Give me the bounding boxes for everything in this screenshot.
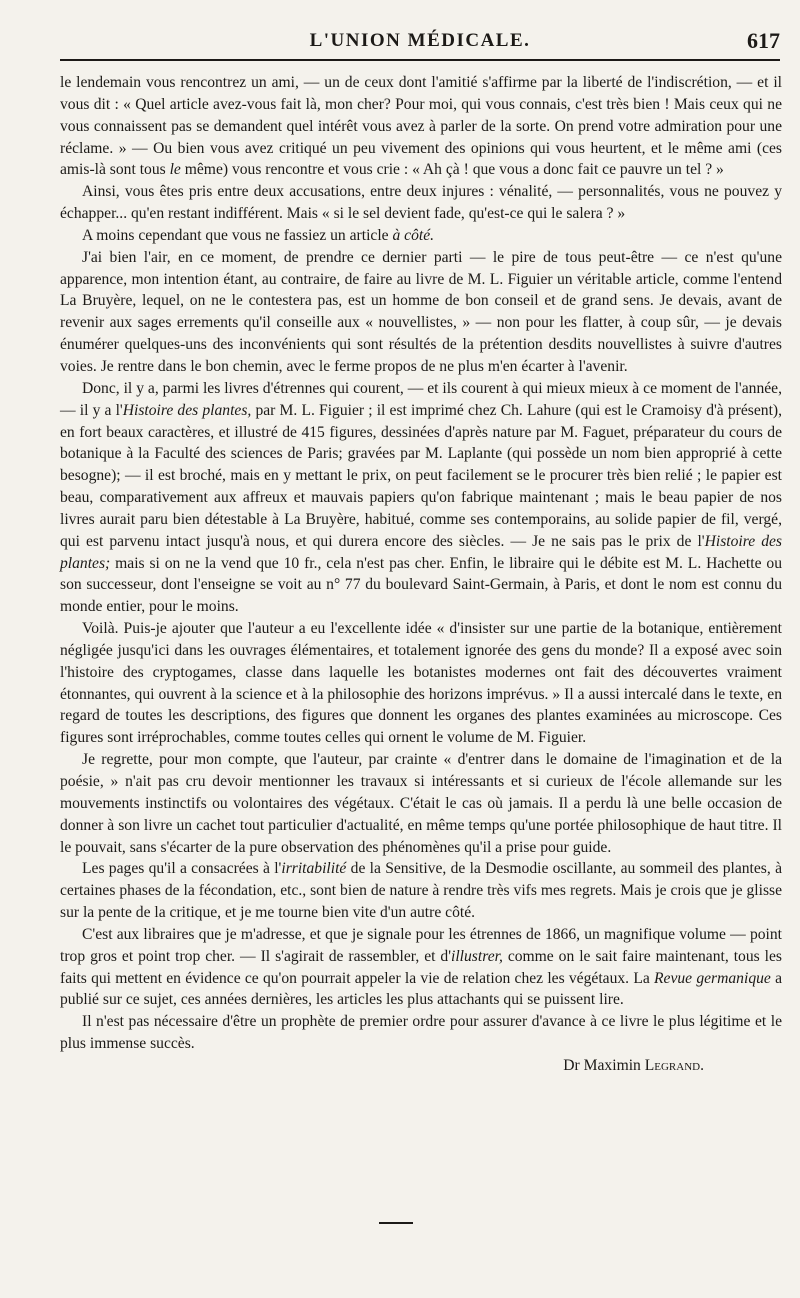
paragraph-continuation [60,72,782,181]
text-run: Histoire des plantes, [122,401,252,419]
text-run: C'est aux libraires que je m'adresse, et que je signale pour les étrennes de 1866, un magnifique volume — point trop gros et point trop cher. — Il s'agirait de rassembler, et d' [60,925,782,965]
text-run: Je regrette, pour mon compte, que l'auteur, par crainte « d'entrer dans le domaine de l'imagination et de la poésie, » n'ait pas cru devoir mentionner les travaux si intéressants et si curieux de l'école allemande sur les mouvements instinctifs ou volontaires des végétaux. C'était le cas où jamais. Il a perdu là une belle occasion de donner à son livre un cachet tout particulier d'actualité, en même temps qu'une portée philosophique de haut titre. Il le pouvait, sans s'écarter de la pure observation des phénomènes qu'il a prise pour guide. [60,751,782,856]
text-run: . [700,1056,704,1074]
text-run: illustrer, [451,947,503,965]
running-title: L'UNION MÉDICALE. [309,30,531,51]
text-run: le lendemain vous rencontrez un ami, — un de ceux dont l'amitié s'affirme par la liberté de l'indiscrétion, — et il vous dit : « Quel article avez-vous fait là, mon cher? Pour moi, qui vous connais, c'est très bien ! Mais ceux qui ne vous connaissent pas se demandent quel intérêt vous avez à parler de la sorte. On prend votre admiration pour une réclame. » — Ou bien vous avez critiqué un peu vivement des opinions qui vous heurtent, et le même ami (ces amis-là sont tous [60,74,782,179]
text-run: irritabilité [281,860,347,878]
text-run: Voilà. Puis-je ajouter que l'auteur a eu l'excellente idée « d'insister sur une partie de la botanique, entièrement négligée jusqu'ici dans les ouvrages élémentaires, et totalement ignorée des gens du monde? Il a exposé avec soin l'histoire des cryptogames, classe dans laquelle les botanistes modernes ont fait des découvertes vraiment étonnantes, qui ouvrent à la science et à la philosophie des horizons imprévus. » Il a aussi intercalé dans le texte, en regard de toutes les descriptions, des figures que donnent les organes des plantes examinées au microscope. Ces figures sont irréprochables, comme toutes celles qui ornent le volume de M. Figuier. [60,620,782,747]
text-run: J'ai bien l'air, en ce moment, de prendre ce dernier parti — le pire de tous peut-être — ce n'est qu'une apparence, mon intention étant, au contraire, de faire au livre de M. L. Figuier un véritable article, comme l'entend La Bruyère, lequel, on ne le contestera pas, est un homme de bon conseil et de grand sens. Je devais, avant de revenir aux sages errements qu'il conseille aux « nouvellistes, » — non pour les flatter, à coup sûr, — je devais énumérer quelques-uns des inconvénients qui sont résultés de la prétention desdits nouvellistes à suivre d'autres voies. Je rentre dans le bon chemin, avec le ferme propos de ne plus m'en écarter à l'avenir. [60,248,782,375]
text-run: Les pages qu'il a consacrées à l' [82,860,282,878]
header-rule [60,59,780,61]
paragraph-les-pages [60,858,782,924]
text-run: de la Sensitive, de la Desmodie oscillante, au sommeil des plantes, à certaines phases de la fécondation, etc., sont bien de nature à rendre très vifs mes regrets. Mais je crois que je glisse sur la pente de la critique, et je me tourne bien vite d'un autre côté. [60,860,782,922]
text-run: A moins cependant que vous ne fassiez un article [82,226,393,244]
text-run: a publié sur ce sujet, ces années dernières, les articles les plus attachants qui se puissent lire. [60,969,783,1009]
paragraph-jai-bien [60,247,782,378]
signature [60,1055,782,1077]
text-run: comme on le sait faire maintenant, tous les faits qui mettent en évidence ce qu'on pourrait appeler la vie de relation chez les végétaux. La [60,947,782,987]
text-run: par M. L. Figuier ; il est imprimé chez Ch. Lahure (qui est le Cramoisy d'à présent), en fort beaux caractères, et illustré de 415 figures, dessinées d'après nature par M. Faguet, préparateur du cours de botanique à la Faculté des sciences de Paris; gravées par M. Laplante (qui possède un nom bien approprié à cette besogne); — il est broché, mais en y mettant le prix, on peut facilement se le procurer très bien relié ; le papier est beau, comparativement aux affreux et mauvais papiers qu'on fabrique maintenant ; mais le beau papier de nos livres aurait paru bien détestable à La Bruyère, habitué, comme ses contemporains, au solide papier de fil, vergé, qui est parvenu intact jusqu'à nous, et qui durera encore des siècles. — Je ne sais pas le prix de l' [60,401,782,550]
text-run: Legrand [644,1056,701,1074]
paragraph-voila [60,618,782,749]
end-rule [379,1222,413,1224]
paragraph-donc [60,378,782,618]
text-run: Revue germanique [654,969,771,987]
text-run: même) vous rencontre et vous crie : « Ah çà ! que vous a donc fait ce pauvre un tel ? » [180,161,724,179]
text-run: à côté. [392,226,435,244]
article-body [60,72,782,1077]
text-run: Histoire des plantes; [60,532,782,572]
page-number: 617 [747,28,780,53]
text-run: Dr Maximin [563,1056,645,1074]
text-run: Il n'est pas nécessaire d'être un prophète de premier ordre pour assurer d'avance à ce livre le plus légitime et le plus immense succès. [60,1013,782,1053]
text-run: mais si on ne la vend que 10 fr., cela n'est pas cher. Enfin, le libraire qui le débite est M. L. Hachette ou son successeur, dont l'enseigne se voit au n° 77 du boulevard Saint-Germain, à Paris, et dont le nom est connu du monde entier, pour le moins. [60,554,782,616]
page-header [60,28,780,56]
paragraph-je-regrette [60,749,782,858]
text-run: le [169,161,181,179]
text-run: Ainsi, vous êtes pris entre deux accusations, entre deux injures : vénalité, — personnalités, vous ne pouvez y échapper... qu'en restant indifférent. Mais « si le sel devient fade, qu'est-ce qui le salera ? » [60,183,782,223]
paragraph-il-nest-pas [60,1011,782,1055]
paragraph-cest-aux-libraires [60,924,782,1011]
paragraph-ainsi [60,181,782,225]
paragraph-a-moins [60,225,782,247]
text-run: Donc, il y a, parmi les livres d'étrennes qui courent, — et ils courent à qui mieux mieux à ce moment de l'année, — il y a l' [60,379,782,419]
